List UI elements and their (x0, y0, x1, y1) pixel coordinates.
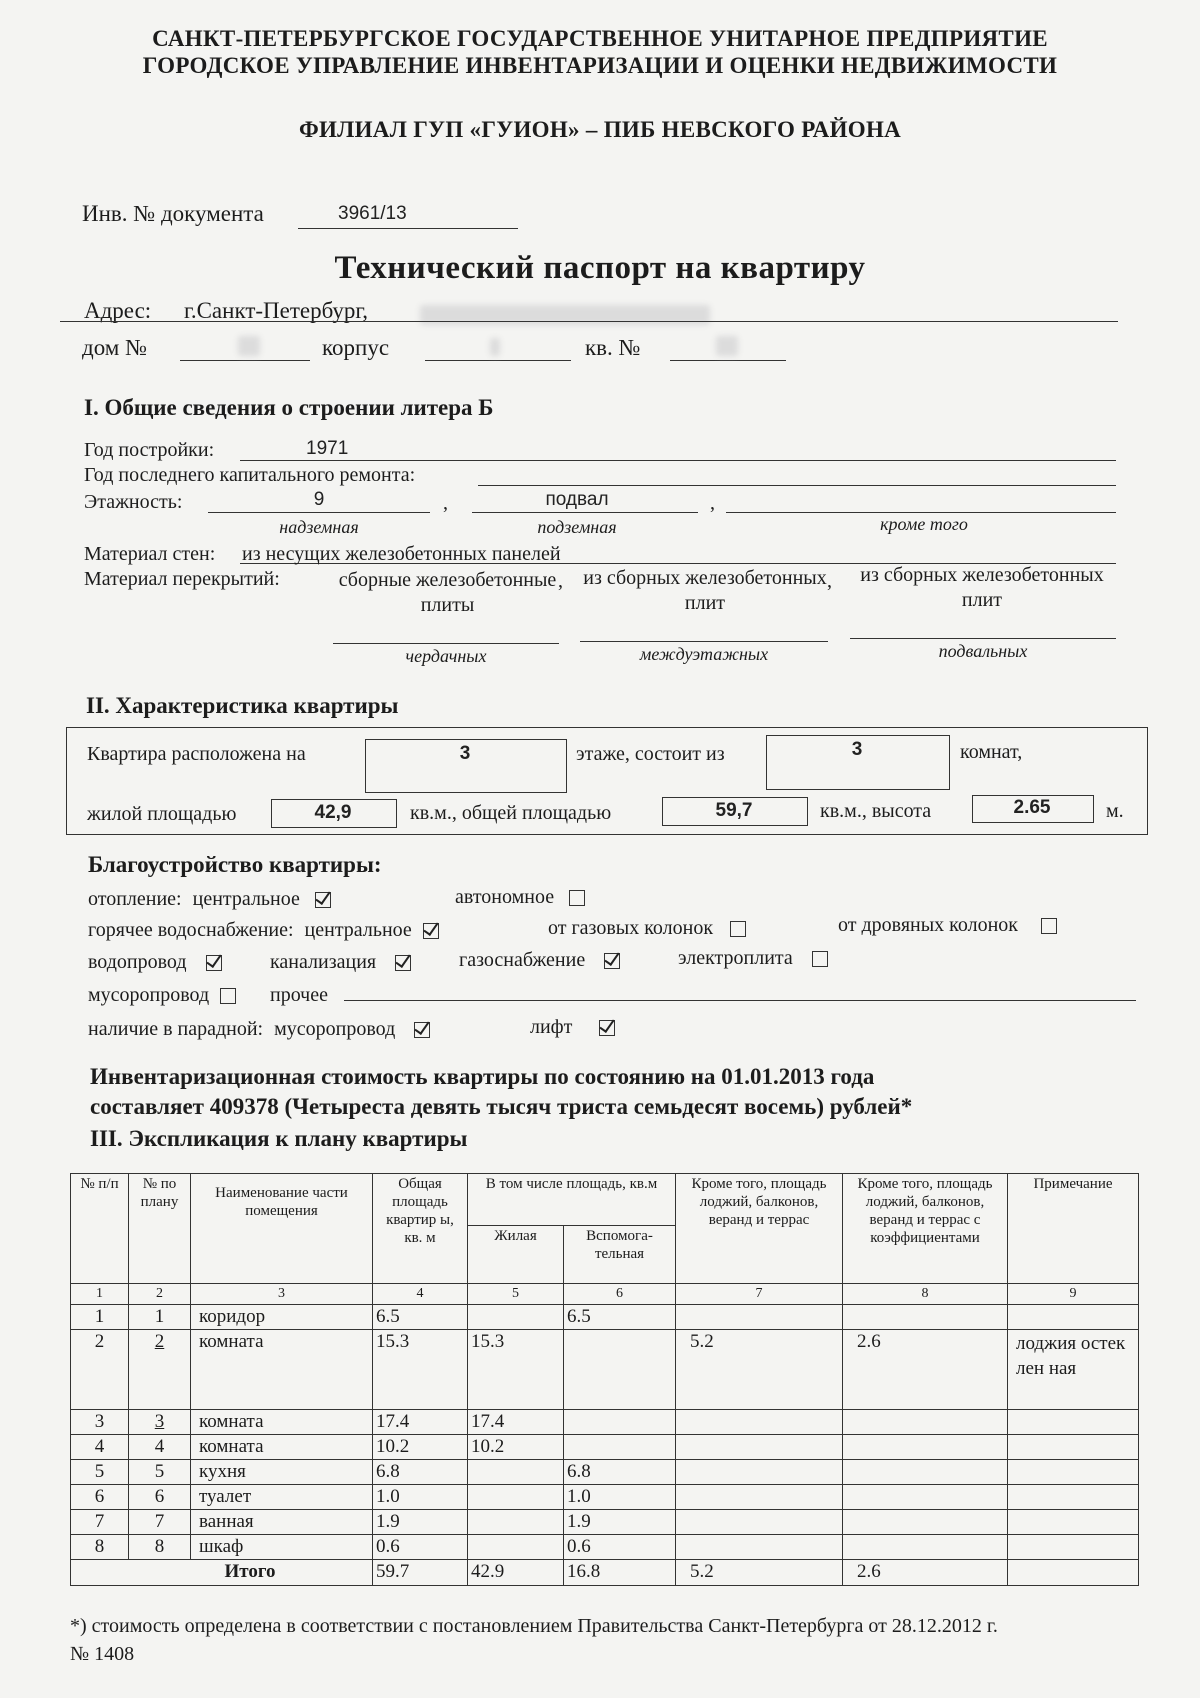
valuation-line-2: составляет 409378 (Четыреста девять тысяч триста семьдесят восемь) рублей* (90, 1094, 913, 1119)
cell-living (468, 1460, 564, 1485)
garbage-row (88, 984, 236, 1007)
entrance-lift-row (530, 1016, 615, 1039)
living-label: жилой площадью (87, 803, 237, 825)
cell-aux: 1.9 (564, 1510, 676, 1535)
entrance-garbage-label: мусоропровод (274, 1018, 396, 1040)
total-label: Итого (71, 1560, 373, 1586)
col-header-2: № по плану (129, 1174, 191, 1284)
col-num: 5 (468, 1284, 564, 1305)
rooms-value: 3 (851, 739, 863, 760)
cell-total: 6.8 (373, 1460, 468, 1485)
entrance-label: наличие в парадной: (88, 1018, 264, 1040)
cell-plan: 1 (129, 1305, 191, 1330)
garbage-label: мусоропровод (88, 984, 210, 1006)
caption-below: подземная (537, 517, 617, 537)
height-label: кв.м., высота (820, 800, 932, 822)
cell-living (468, 1485, 564, 1510)
house-underline (180, 360, 310, 361)
stove-checkbox[interactable] (812, 951, 828, 967)
stove-row (678, 947, 828, 970)
col-num: 7 (676, 1284, 843, 1305)
gas-label: газоснабжение (459, 949, 586, 971)
cell-aux (564, 1410, 676, 1435)
hotwater-label: горячее водоснабжение: (88, 919, 294, 941)
table-row (71, 1510, 1139, 1535)
hotwater-wood-row (838, 914, 1057, 937)
cell-note (1008, 1510, 1139, 1535)
cell-n: 1 (71, 1305, 129, 1330)
cell-loggia-k (843, 1535, 1008, 1560)
cell-n: 2 (71, 1330, 129, 1410)
table-row (71, 1460, 1139, 1485)
cell-loggia-k: 2.6 (843, 1330, 1008, 1410)
cell-name: шкаф (191, 1535, 373, 1560)
year-label: Год постройки: (84, 439, 215, 461)
redacted-house (238, 336, 260, 356)
cell-n: 4 (71, 1435, 129, 1460)
cell-loggia-k (843, 1485, 1008, 1510)
cell-note (1008, 1305, 1139, 1330)
located-label: Квартира расположена на (87, 743, 306, 765)
sewage-checkbox[interactable] (395, 955, 411, 971)
repair-label: Год последнего капитального ремонта: (84, 464, 416, 486)
col-num: 4 (373, 1284, 468, 1305)
org-line-1: САНКТ-ПЕТЕРБУРГСКОЕ ГОСУДАРСТВЕННОЕ УНИТАРНОЕ ПРЕДПРИЯТИЕ (152, 26, 1048, 51)
address-value: г.Санкт-Петербург, (184, 298, 369, 323)
cell-aux (564, 1435, 676, 1460)
col-num: 8 (843, 1284, 1008, 1305)
cell-living: 15.3 (468, 1330, 564, 1410)
floor-material-label: Материал перекрытий: (84, 568, 280, 590)
basement-value: из сборных железобетонных плит (860, 564, 1104, 611)
cell-aux: 6.8 (564, 1460, 676, 1485)
cell-note (1008, 1435, 1139, 1460)
attic-underline (333, 643, 559, 644)
cell-total: 0.6 (373, 1535, 468, 1560)
col-num: 9 (1008, 1284, 1139, 1305)
other-label: прочее (270, 984, 328, 1006)
col-num: 3 (191, 1284, 373, 1305)
floors-below-value: подвал (545, 489, 609, 510)
cell-total: 1.9 (373, 1510, 468, 1535)
heating-central-checkbox[interactable] (315, 892, 331, 908)
year-underline (240, 460, 1116, 461)
table-row (71, 1410, 1139, 1435)
water-checkbox[interactable] (206, 955, 222, 971)
heating-label: отопление: (88, 888, 182, 910)
floors-below-underline (472, 512, 698, 513)
table-row (71, 1485, 1139, 1510)
table-row (71, 1535, 1139, 1560)
interfloor-value: из сборных железобетонных плит (583, 567, 827, 614)
floors-label: Этажность: (84, 491, 183, 513)
page-title: Технический паспорт на квартиру (334, 250, 866, 286)
other-underline (344, 1000, 1136, 1001)
sewage-label: канализация (270, 951, 377, 973)
total-note (1008, 1560, 1139, 1586)
cell-aux: 1.0 (564, 1485, 676, 1510)
cell-plan: 8 (129, 1535, 191, 1560)
cell-name: коридор (191, 1305, 373, 1330)
heating-autonomous-checkbox[interactable] (569, 890, 585, 906)
cell-loggia (676, 1305, 843, 1330)
cell-plan: 7 (129, 1510, 191, 1535)
section2-heading: II. Характеристика квартиры (86, 693, 399, 718)
cell-loggia-k (843, 1305, 1008, 1330)
address-underline (60, 321, 1118, 322)
address-label: Адрес: (84, 298, 152, 323)
redacted-apt (716, 336, 738, 356)
col-header-7: Кроме того, площадь лоджий, балконов, веранд и террас (676, 1174, 843, 1284)
cell-loggia-k (843, 1510, 1008, 1535)
hotwater-central-label: центральное (304, 919, 412, 941)
rooms-suffix: комнат, (960, 741, 1023, 763)
total-row (71, 1560, 1139, 1586)
water-label: водопровод (88, 951, 187, 973)
cell-n: 3 (71, 1410, 129, 1435)
stove-label: электроплита (678, 947, 793, 969)
entrance-row (88, 1018, 430, 1041)
inv-underline (298, 228, 518, 229)
total-label: кв.м., общей площадью (410, 802, 612, 824)
col-header-9: Примечание (1008, 1174, 1139, 1284)
gas-checkbox[interactable] (604, 953, 620, 969)
amenities-heading: Благоустройство квартиры: (88, 852, 382, 877)
section1-heading: I. Общие сведения о строении литера Б (84, 395, 494, 420)
cell-plan: 5 (129, 1460, 191, 1485)
table-row (71, 1435, 1139, 1460)
cell-note: лоджия остеклен ная (1008, 1330, 1139, 1410)
height-unit: м. (1106, 800, 1124, 822)
apt-underline (670, 360, 786, 361)
entrance-garbage-checkbox[interactable] (414, 1022, 430, 1038)
cell-plan: 3 (129, 1410, 191, 1435)
col-header-5: Жилая (468, 1226, 564, 1284)
walls-value: из несущих железобетонных панелей (242, 543, 561, 565)
caption-attic: чердачных (405, 646, 487, 666)
total-loggia: 5.2 (676, 1560, 843, 1586)
korpus-label: корпус (322, 335, 390, 360)
apt-label: кв. № (585, 335, 641, 360)
caption-basement: подвальных (938, 641, 1028, 661)
col-header-3: Наименование части помещения (191, 1174, 373, 1284)
section3-heading: III. Экспликация к плану квартиры (90, 1126, 468, 1151)
basement-underline (850, 638, 1116, 639)
hotwater-wood-label: от дровяных колонок (838, 914, 1019, 936)
caption-above: надземная (279, 517, 359, 537)
cell-living: 17.4 (468, 1410, 564, 1435)
walls-label: Материал стен: (84, 543, 216, 565)
cell-aux (564, 1330, 676, 1410)
cell-loggia-k (843, 1460, 1008, 1485)
floor-suffix: этаже, состоит из (576, 743, 725, 765)
caption-extra: кроме того (880, 514, 968, 534)
floors-extra-underline (726, 512, 1116, 513)
cell-loggia (676, 1410, 843, 1435)
valuation-line-1: Инвентаризационная стоимость квартиры по состоянию на 01.01.2013 года (90, 1064, 875, 1089)
floors-above-underline (208, 512, 430, 513)
total-living: 42.9 (468, 1560, 564, 1586)
cell-name: комната (191, 1435, 373, 1460)
cell-name: ванная (191, 1510, 373, 1535)
cell-note (1008, 1485, 1139, 1510)
inv-label: Инв. № документа (82, 201, 264, 226)
col-header-1: № п/п (71, 1174, 129, 1284)
footnote-line-1: *) стоимость определена в соответствии с постановлением Правительства Санкт-Петербурга от 28.12.2012 г. (70, 1615, 998, 1637)
cell-loggia (676, 1460, 843, 1485)
redacted-korpus (490, 338, 500, 356)
org-line-2: ГОРОДСКОЕ УПРАВЛЕНИЕ ИНВЕНТАРИЗАЦИИ И ОЦЕНКИ НЕДВИЖИМОСТИ (142, 53, 1058, 78)
cell-name: туалет (191, 1485, 373, 1510)
heating-autonomous-label: автономное (455, 886, 555, 908)
entrance-lift-checkbox[interactable] (599, 1020, 615, 1036)
hotwater-gas-checkbox[interactable] (730, 921, 746, 937)
heating-autonomous-row (455, 886, 585, 909)
cell-plan: 2 (129, 1330, 191, 1410)
cell-loggia-k (843, 1410, 1008, 1435)
heating-row (88, 888, 331, 911)
branch-name: ФИЛИАЛ ГУП «ГУИОН» – ПИБ НЕВСКОГО РАЙОНА (298, 117, 902, 142)
gas-row (459, 949, 620, 972)
inv-value: 3961/13 (338, 203, 407, 224)
attic-value: сборные железобетонные плиты (338, 569, 557, 616)
hotwater-central-checkbox[interactable] (423, 923, 439, 939)
cell-n: 7 (71, 1510, 129, 1535)
total-loggia-k: 2.6 (843, 1560, 1008, 1586)
hotwater-gas-label: от газовых колонок (548, 917, 714, 939)
house-label: дом № (82, 335, 148, 360)
cell-living (468, 1305, 564, 1330)
interfloor-underline (580, 641, 828, 642)
caption-interfloor: междуэтажных (639, 644, 769, 664)
sewage-row (270, 951, 411, 974)
total-aux: 16.8 (564, 1560, 676, 1586)
height-value: 2.65 (1013, 797, 1051, 818)
col-header-8: Кроме того, площадь лоджий, балконов, веранд и террас с коэффициентами (843, 1174, 1008, 1284)
cell-total: 15.3 (373, 1330, 468, 1410)
col-header-4: Общая площадь квартир ы, кв. м (373, 1174, 468, 1284)
water-row (88, 951, 222, 974)
hotwater-wood-checkbox[interactable] (1041, 918, 1057, 934)
cell-living: 10.2 (468, 1435, 564, 1460)
redacted-street (420, 305, 710, 325)
cell-note (1008, 1460, 1139, 1485)
year-value: 1971 (306, 438, 349, 459)
cell-living (468, 1535, 564, 1560)
explication-table (70, 1173, 1139, 1586)
cell-total: 6.5 (373, 1305, 468, 1330)
cell-n: 6 (71, 1485, 129, 1510)
cell-name: кухня (191, 1460, 373, 1485)
cell-aux: 0.6 (564, 1535, 676, 1560)
cell-aux: 6.5 (564, 1305, 676, 1330)
garbage-checkbox[interactable] (220, 988, 236, 1004)
floor-value: 3 (459, 743, 471, 764)
cell-loggia (676, 1510, 843, 1535)
column-number-row (71, 1284, 1139, 1305)
col-header-6: Вспомога-тельная (564, 1226, 676, 1284)
cell-n: 5 (71, 1460, 129, 1485)
korpus-underline (425, 360, 571, 361)
technical-passport-page: САНКТ-ПЕТЕРБУРГСКОЕ ГОСУДАРСТВЕННОЕ УНИТАРНОЕ ПРЕДПРИЯТИЕ ГОРОДСКОЕ УПРАВЛЕНИЕ ИНВЕНТАРИЗАЦИИ И ОЦЕНКИ НЕДВИЖИМОСТИ ФИЛИАЛ ГУП «ГУИОН» – ПИБ НЕВСКОГО РАЙОНА Инв. № документа 3961/13 Технический паспорт на квартиру Адрес: г.Санкт-Петербург, дом № корпус кв. № I. Общие сведения о строении литера Б Год постройки: 1971 Год последнего капитального ремонта: Этажность: 9 , подвал , надземная подземная кроме того Материал стен: из несущих железобетонных панелей Материал перекрытий: сборные железобетонные плиты , из сборных железобетонных плит , из сборных железобетонных плит чердачных междуэтажных подвальных II. Характеристика квартиры Квартира расположена на 3 этаже, состоит из 3 комнат, жилой площадью 42,9 кв.м., общей площадью 59,7 кв.м., высота 2.65 м. Благоустройство квартиры: отопление: центральное автономное горячее водоснабжение: центральное от газовых колонок от дровяных колонок водопровод канализация газоснабжение электроплита мусоропровод прочее наличие в парадной: мусоропровод лифт Инвентаризационная стоимость квартиры по состоянию на 01.01.2013 года составляет 409378 (Четыреста девять тысяч триста семьдесят восемь) рублей* III. Экспликация к плану квартиры № п/п № по плану Наименование части помещения Общая площадь квартир ы, кв. м В том числе площадь, кв.м Кроме того, площадь лоджий, балконов, веранд и террас Кроме того, площадь лоджий, балконов, веранд и террас с коэффициентами Примечание Жилая Вспомога-тельная 1 2 3 4 5 6 7 8 9 1 1 коридор 6.5 6.5 2 2 комната 15.3 15.3 5.2 2.6 лоджия остеклен ная 3 3 комната 17.4 17.4 4 4 комната 10.2 10.2 5 5 кухня 6.8 6.8 6 6 туалет 1.0 1.0 7 7 ванная 1.9 1.9 8 8 шкаф 0.6 0.6 Итого 59.7 42.9 16.8 5.2 2.6 *) стоимость определена в соответствии с постановлением Правительства Санкт-Петербурга от 28.12.2012 г. № 1408 (0, 0, 1200, 1698)
cell-loggia (676, 1435, 843, 1460)
total-total: 59.7 (373, 1560, 468, 1586)
cell-loggia-k (843, 1435, 1008, 1460)
cell-name: комната (191, 1410, 373, 1435)
col-header-56: В том числе площадь, кв.м (468, 1174, 676, 1226)
col-num: 6 (564, 1284, 676, 1305)
cell-loggia: 5.2 (676, 1330, 843, 1410)
cell-loggia (676, 1485, 843, 1510)
cell-name: комната (191, 1330, 373, 1410)
heating-central-label: центральное (192, 888, 300, 910)
cell-living (468, 1510, 564, 1535)
floors-above-value: 9 (313, 489, 325, 510)
col-num: 1 (71, 1284, 129, 1305)
table-row (71, 1305, 1139, 1330)
total-value: 59,7 (715, 800, 753, 821)
footnote-line-2: № 1408 (70, 1643, 135, 1665)
col-num: 2 (129, 1284, 191, 1305)
cell-total: 10.2 (373, 1435, 468, 1460)
cell-note (1008, 1535, 1139, 1560)
cell-plan: 6 (129, 1485, 191, 1510)
cell-plan: 4 (129, 1435, 191, 1460)
entrance-lift-label: лифт (530, 1016, 573, 1038)
repair-underline (478, 485, 1116, 486)
cell-total: 17.4 (373, 1410, 468, 1435)
living-value: 42,9 (314, 802, 352, 823)
hotwater-gas-row (548, 917, 746, 940)
table-row (71, 1330, 1139, 1410)
cell-note (1008, 1410, 1139, 1435)
other-row (270, 984, 328, 1007)
cell-n: 8 (71, 1535, 129, 1560)
hotwater-row (88, 919, 439, 942)
cell-loggia (676, 1535, 843, 1560)
cell-total: 1.0 (373, 1485, 468, 1510)
